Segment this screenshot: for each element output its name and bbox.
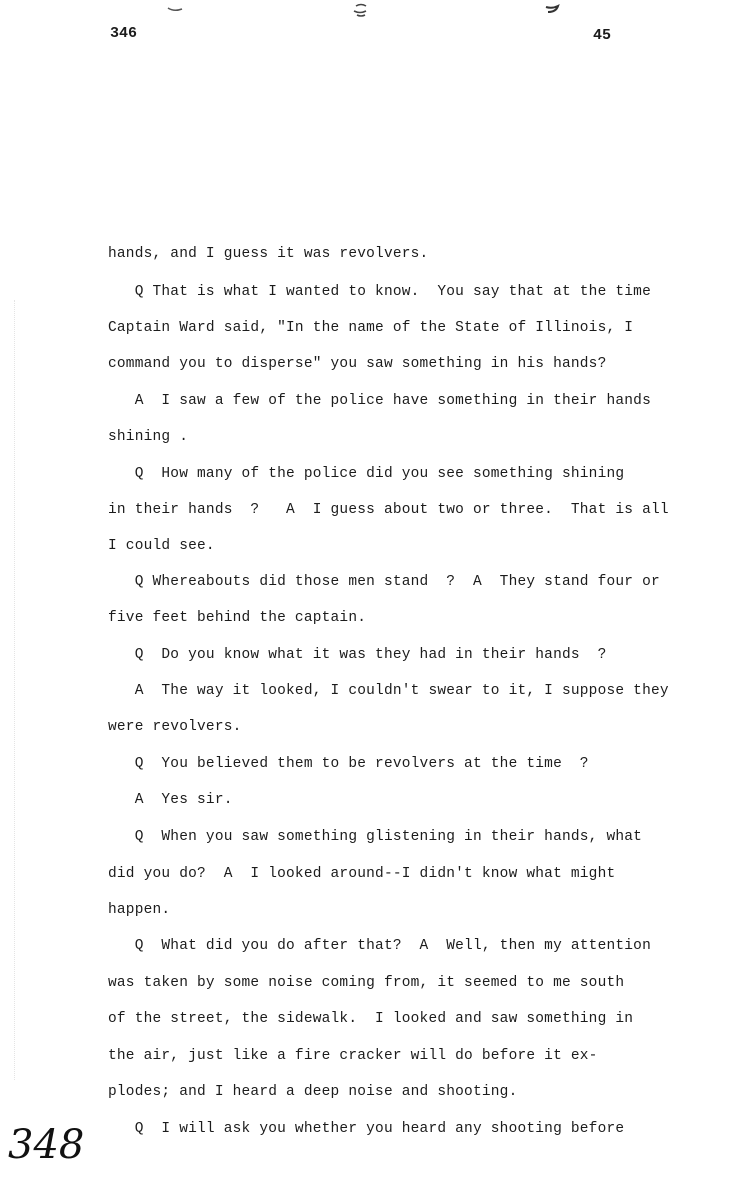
text-line-15: Q You believed them to be revolvers at the time ?	[108, 756, 589, 772]
text-line-5: A I saw a few of the police have something in their hands	[108, 393, 651, 409]
text-line-25: Q I will ask you whether you heard any shooting before	[108, 1121, 625, 1137]
text-line-2: Q That is what I wanted to know. You say that at the time	[108, 284, 651, 300]
text-line-10: Q Whereabouts did those men stand ? A They stand four or	[108, 574, 660, 590]
text-line-23: the air, just like a fire cracker will do before it ex-	[108, 1048, 598, 1064]
text-line-11: five feet behind the captain.	[108, 610, 367, 626]
text-line-8: in their hands ? A I guess about two or three. That is all	[108, 502, 669, 518]
text-line-21: was taken by some noise coming from, it seemed to me south	[108, 975, 625, 991]
text-line-22: of the street, the sidewalk. I looked and saw something in	[108, 1011, 634, 1027]
page-number-left: 346	[110, 25, 138, 42]
text-line-9: I could see.	[108, 538, 215, 554]
text-line-6: shining .	[108, 429, 189, 445]
handwritten-page-number: 348	[8, 1122, 85, 1168]
text-line-12: Q Do you know what it was they had in their hands ?	[108, 647, 607, 663]
text-line-1: hands, and I guess it was revolvers.	[108, 246, 429, 262]
text-line-19: happen.	[108, 902, 171, 918]
text-line-3: Captain Ward said, "In the name of the State of Illinois, I	[108, 320, 634, 336]
text-line-7: Q How many of the police did you see something shining	[108, 466, 625, 482]
margin-rule	[14, 300, 16, 1080]
text-line-16: A Yes sir.	[108, 792, 233, 808]
text-line-24: plodes; and I heard a deep noise and shooting.	[108, 1084, 518, 1100]
text-line-14: were revolvers.	[108, 719, 242, 735]
text-line-17: Q When you saw something glistening in their hands, what	[108, 829, 643, 845]
text-line-18: did you do? A I looked around--I didn't know what might	[108, 866, 616, 882]
text-line-20: Q What did you do after that? A Well, then my attention	[108, 938, 651, 954]
text-line-4: command you to disperse" you saw something in his hands?	[108, 356, 607, 372]
page-number-right: 45	[593, 27, 612, 44]
text-line-13: A The way it looked, I couldn't swear to it, I suppose they	[108, 683, 669, 699]
